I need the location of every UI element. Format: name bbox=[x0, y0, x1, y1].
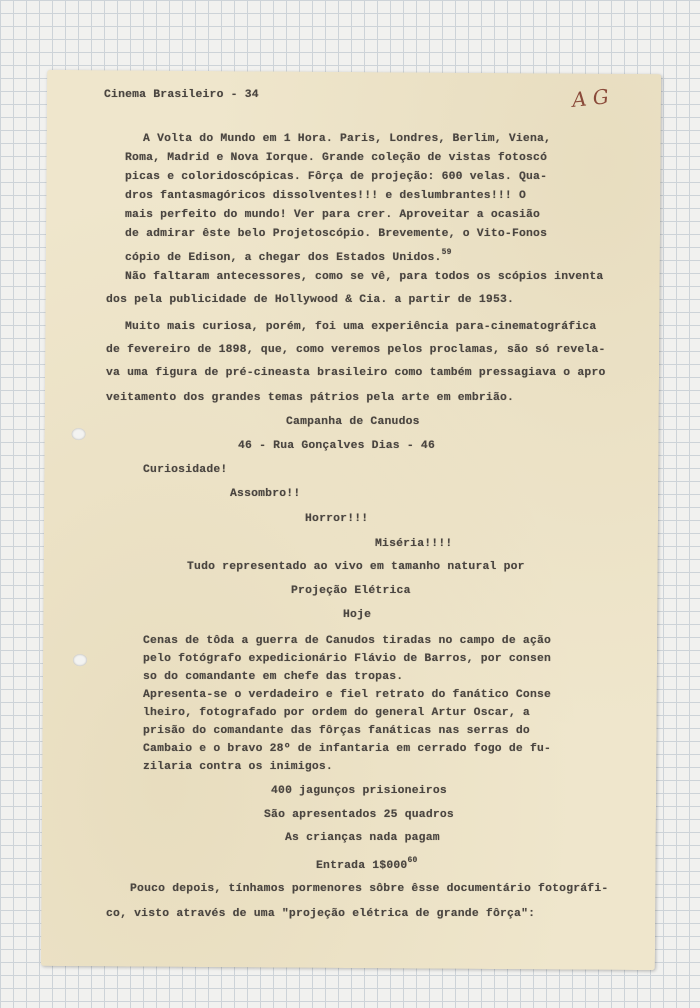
footnote-marker: 60 bbox=[407, 856, 418, 865]
punch-hole bbox=[73, 654, 87, 666]
text-line: dos pela publicidade de Hollywood & Cia. a partir de 1953. bbox=[106, 294, 515, 306]
text-line: prisão do comandante das fôrças fanáticas nas serras do bbox=[143, 725, 530, 737]
proclamation-frames: São apresentados 25 quadros bbox=[264, 809, 454, 821]
footnote-marker: 59 bbox=[441, 248, 452, 257]
text-line: Muito mais curiosa, porém, foi uma experiência para-cinematográfica bbox=[125, 321, 597, 333]
text-line: picas e coloridoscópicas. Fôrça de projeção: 600 velas. Qua- bbox=[125, 171, 548, 183]
text-line: so do comandante em chefe das tropas. bbox=[143, 671, 404, 683]
text-line: lheiro, fotografado por ordem do general Artur Oscar, a bbox=[143, 707, 530, 719]
cascade-line: Miséria!!!! bbox=[375, 538, 453, 550]
proclamation-entry: Entrada $1\$000^{60}$ bbox=[316, 856, 418, 872]
cascade-line: Horror!!! bbox=[305, 513, 369, 525]
text-line: veitamento dos grandes temas pátrios pela arte em embrião. bbox=[106, 392, 515, 404]
text-line: zilaria contra os inimigos. bbox=[143, 761, 333, 773]
text-line: Cenas de tôda a guerra de Canudos tiradas no campo de ação bbox=[143, 635, 552, 647]
proclamation-children: As crianças nada pagam bbox=[285, 832, 440, 844]
text-line: de admirar êste belo Projetoscópio. Brevemente, o Vito-Fonos bbox=[125, 228, 548, 240]
proclamation-prisoners: 400 jagunços prisioneiros bbox=[271, 785, 447, 797]
text-line: Roma, Madrid e Nova Iorque. Grande coleção de vistas fotoscó bbox=[125, 152, 548, 164]
proclamation-title: Campanha de Canudos bbox=[286, 416, 420, 428]
proclamation-live: Tudo representado ao vivo em tamanho natural por bbox=[187, 561, 525, 573]
text-line: cópio de Edison, a chegar dos Estados Unidos.$^{59}$ bbox=[125, 248, 452, 264]
punch-hole bbox=[72, 428, 86, 440]
text-line: va uma figura de pré-cineasta brasileiro como também pressagiava o apro bbox=[106, 367, 606, 379]
text-line: Não faltaram antecessores, como se vê, para todos os scópios inventa bbox=[125, 271, 604, 283]
cascade-line: Curiosidade! bbox=[143, 464, 228, 476]
text-line: A Volta do Mundo em 1 Hora. Paris, Londres, Berlim, Viena, bbox=[143, 133, 552, 145]
text-line: mais perfeito do mundo! Ver para crer. Aproveitar a ocasião bbox=[125, 209, 541, 221]
proclamation-today: Hoje bbox=[343, 609, 372, 621]
text-line: dros fantasmagóricos dissolventes!!! e deslumbrantes!!! O bbox=[125, 190, 527, 202]
cascade-line: Assombro!! bbox=[230, 488, 301, 500]
text-line: pelo fotógrafo expedicionário Flávio de Barros, por consen bbox=[143, 653, 552, 665]
page-header: Cinema Brasileiro - 34 bbox=[104, 89, 259, 101]
text-line: Pouco depois, tínhamos pormenores sôbre êsse documentário fotográfi- bbox=[130, 883, 609, 895]
proclamation-projection: Projeção Elétrica bbox=[291, 585, 411, 597]
text-line: co, visto através de uma "projeção elétrica de grande fôrça": bbox=[106, 908, 536, 920]
text-line: Cambaio e o bravo 28º de infantaria em cerrado fogo de fu- bbox=[143, 743, 552, 755]
text-line: Apresenta-se o verdadeiro e fiel retrato do fanático Conse bbox=[143, 689, 552, 701]
proclamation-address: 46 - Rua Gonçalves Dias - 46 bbox=[238, 440, 435, 452]
text-line: de fevereiro de 1898, que, como veremos pelos proclamas, são só revela- bbox=[106, 344, 606, 356]
handwritten-annotation: A G bbox=[570, 84, 610, 112]
